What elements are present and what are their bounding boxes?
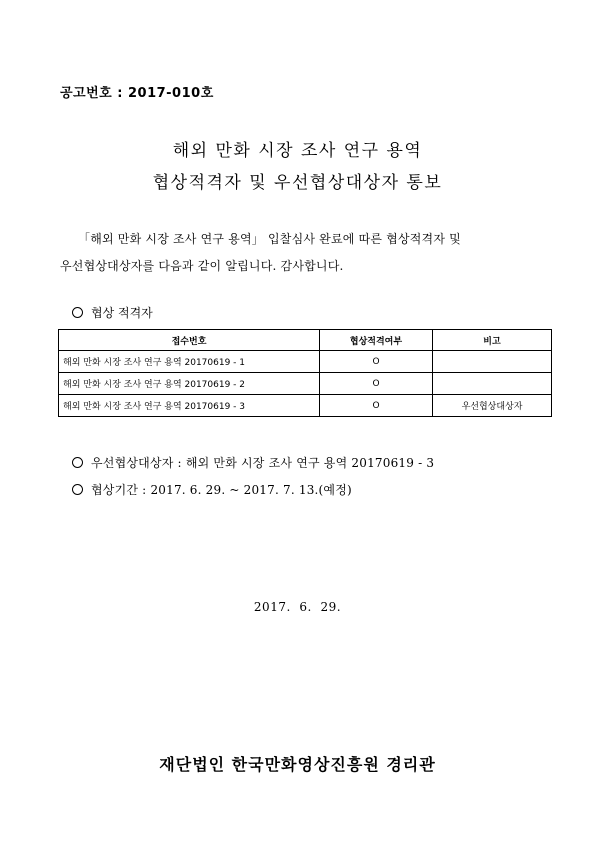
header-remarks: 비고 (433, 330, 552, 351)
circle-bullet-icon (72, 484, 83, 495)
table-header-row (59, 330, 552, 351)
document-title-line2: 협상적격자 및 우선협상대상자 통보 (152, 173, 443, 193)
issuer-name: 재단법인 한국만화영상진흥원 경리관 (159, 755, 436, 774)
circle-bullet-icon (72, 457, 83, 468)
header-eligibility: 협상적격여부 (320, 330, 433, 351)
header-receipt-number: 접수번호 (59, 330, 320, 351)
eligibility-table (58, 329, 552, 417)
cell-receipt-number: 해외 만화 시장 조사 연구 용역 20170619 - 1 (59, 351, 320, 373)
cell-eligibility: O (320, 351, 433, 373)
cell-remarks: 우선협상대상자 (433, 395, 552, 417)
cell-remarks (433, 351, 552, 373)
cell-remarks (433, 373, 552, 395)
intro-text-line1: 「해외 만화 시장 조사 연구 용역」 입찰심사 완료에 따른 협상적격자 및 (78, 232, 461, 246)
negotiation-period-line (72, 481, 352, 498)
cell-eligibility: O (320, 395, 433, 417)
circle-bullet-icon (72, 307, 83, 318)
cell-receipt-number: 해외 만화 시장 조사 연구 용역 20170619 - 3 (59, 395, 320, 417)
document-date: 2017. 6. 29. (253, 600, 342, 614)
priority-negotiator-text: 우선협상대상자 : 해외 만화 시장 조사 연구 용역 20170619 - 3 (91, 456, 435, 470)
table-row (59, 395, 552, 417)
section-heading-label: 협상 적격자 (91, 306, 153, 320)
table-row (59, 351, 552, 373)
document-title-line1: 해외 만화 시장 조사 연구 용역 (172, 141, 423, 161)
cell-eligibility: O (320, 373, 433, 395)
cell-receipt-number: 해외 만화 시장 조사 연구 용역 20170619 - 2 (59, 373, 320, 395)
table-row (59, 373, 552, 395)
section-heading (72, 304, 153, 321)
negotiation-period-text: 협상기간 : 2017. 6. 29. ~ 2017. 7. 13.(예정) (91, 483, 352, 497)
priority-negotiator-line (72, 454, 434, 471)
intro-text-line2: 우선협상대상자를 다음과 같이 알립니다. 감사합니다. (60, 259, 344, 273)
notice-number: 공고번호 : 2017-010호 (60, 86, 214, 101)
